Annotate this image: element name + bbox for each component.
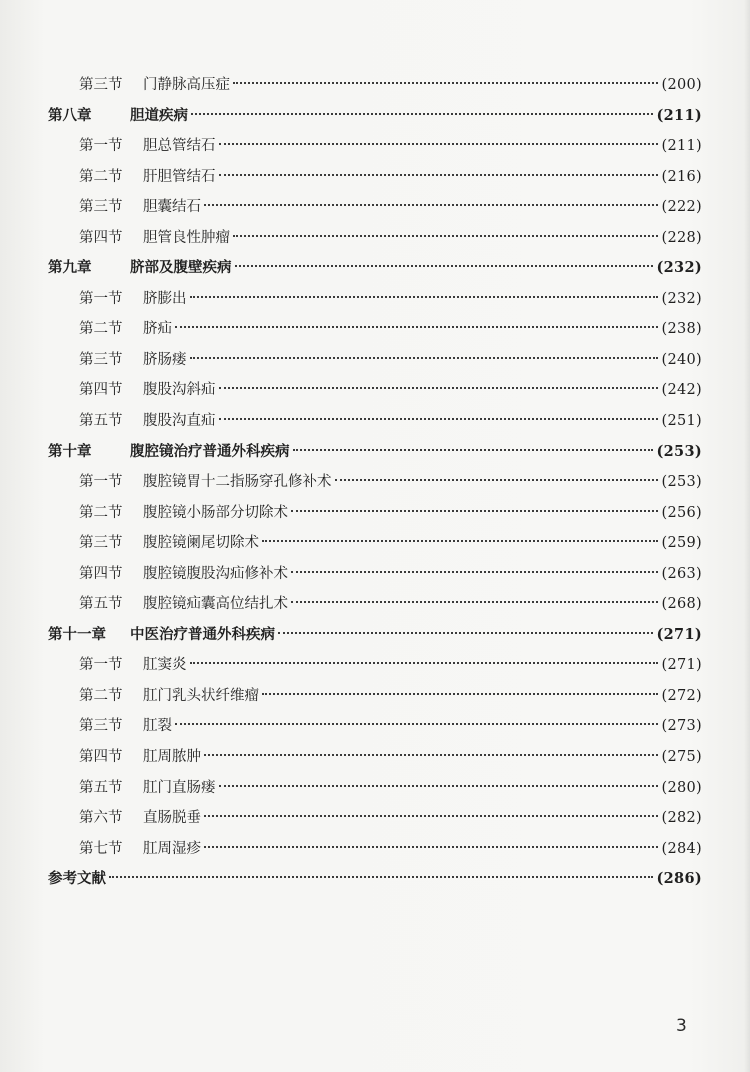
toc-section-entry <box>48 406 702 437</box>
toc-entry-number: 第十章 <box>48 442 92 460</box>
toc-entry-title: 直肠脱垂 <box>143 810 201 827</box>
toc-section-entry <box>48 711 702 742</box>
dot-leader <box>262 693 658 695</box>
toc-entry-number: 第一节 <box>79 138 123 155</box>
toc-section-entry <box>48 192 702 223</box>
toc-entry-title: 腹腔镜疝囊高位结扎术 <box>143 596 288 613</box>
toc-entry-title: 腹腔镜阑尾切除术 <box>143 535 259 552</box>
toc-section-entry <box>48 742 702 773</box>
dot-leader <box>219 387 658 389</box>
dot-leader <box>204 754 658 756</box>
dot-leader <box>175 723 658 725</box>
toc-section-entry <box>48 589 702 620</box>
dot-leader <box>233 235 658 237</box>
toc-entry-label <box>79 589 288 620</box>
toc-entry-number: 第三节 <box>79 718 123 735</box>
toc-chapter-entry <box>48 620 702 651</box>
toc-entry-title: 胆管良性肿瘤 <box>143 229 230 246</box>
toc-entry-page: (242) <box>661 382 702 399</box>
toc-section-entry <box>48 345 702 376</box>
dot-leader <box>291 510 658 512</box>
toc-entry-number: 第一节 <box>79 290 123 307</box>
toc-entry-label <box>79 650 187 681</box>
dot-leader <box>219 143 658 145</box>
toc-entry-title: 胆道疾病 <box>130 106 188 124</box>
toc-entry-title: 肛周脓肿 <box>143 749 201 766</box>
toc-entry-label <box>79 773 216 804</box>
toc-entry-label <box>79 467 332 498</box>
toc-entry-number: 第一节 <box>79 474 123 491</box>
toc-entry-title: 肛门直肠瘘 <box>143 779 216 796</box>
toc-entry-page: (211) <box>661 138 702 155</box>
dot-leader <box>235 265 653 267</box>
toc-entry-page: (253) <box>661 474 702 491</box>
dot-leader <box>190 357 658 359</box>
toc-section-entry <box>48 773 702 804</box>
toc-entry-page: (282) <box>661 810 702 827</box>
toc-entry-label <box>79 742 201 773</box>
toc-entry-number: 第六节 <box>79 810 123 827</box>
toc-entry-page: (280) <box>661 779 702 796</box>
toc-entry-title: 肛门乳头状纤维瘤 <box>143 687 259 704</box>
toc-entry-label <box>79 284 187 315</box>
toc-entry-number: 第五节 <box>79 413 123 430</box>
toc-entry-title: 腹腔镜小肠部分切除术 <box>143 504 288 521</box>
toc-entry-title: 腹腔镜腹股沟疝修补术 <box>143 565 288 582</box>
toc-entry-title: 肛窦炎 <box>143 657 187 674</box>
dot-leader <box>204 846 658 848</box>
toc-entry-title: 腹腔镜治疗普通外科疾病 <box>130 442 290 460</box>
toc-section-entry <box>48 650 702 681</box>
toc-entry-title: 胆囊结石 <box>143 199 201 216</box>
toc-entry-page: (232) <box>661 290 702 307</box>
toc-entry-number: 第二节 <box>79 168 123 185</box>
toc-entry-number: 第一节 <box>79 657 123 674</box>
toc-entry-label <box>79 162 216 193</box>
toc-section-entry <box>48 131 702 162</box>
dot-leader <box>278 632 653 634</box>
toc-entry-title: 脐部及腹壁疾病 <box>130 259 232 277</box>
dot-leader <box>233 82 658 84</box>
dot-leader <box>293 449 653 451</box>
toc-entry-title: 肛周湿疹 <box>143 840 201 857</box>
toc-entry-page: (284) <box>661 840 702 857</box>
toc-entry-number: 第二节 <box>79 687 123 704</box>
toc-entry-page: (263) <box>661 565 702 582</box>
toc-entry-number: 第四节 <box>79 749 123 766</box>
toc-entry-title: 腹股沟直疝 <box>143 413 216 430</box>
dot-leader <box>219 418 658 420</box>
toc-entry-number: 第二节 <box>79 504 123 521</box>
toc-entry-number: 第七节 <box>79 840 123 857</box>
dot-leader <box>219 785 658 787</box>
toc-section-entry <box>48 498 702 529</box>
toc-entry-page: (253) <box>656 442 702 460</box>
toc-entry-number: 第五节 <box>79 596 123 613</box>
toc-entry-page: (259) <box>661 535 702 552</box>
toc-entry-title: 胆总管结石 <box>143 138 216 155</box>
toc-section-entry <box>48 162 702 193</box>
toc-section-entry <box>48 834 702 865</box>
toc-entry-title: 脐膨出 <box>143 290 187 307</box>
toc-entry-title: 腹股沟斜疝 <box>143 382 216 399</box>
toc-entry-page: (268) <box>661 596 702 613</box>
toc-section-entry <box>48 70 702 101</box>
toc-entry-page: (216) <box>661 168 702 185</box>
toc-entry-page: (232) <box>656 259 702 277</box>
toc-section-entry <box>48 375 702 406</box>
toc-section-entry <box>48 681 702 712</box>
toc-entry-page: (256) <box>661 504 702 521</box>
toc-section-entry <box>48 284 702 315</box>
toc-entry-number: 第四节 <box>79 565 123 582</box>
toc-entry-page: (271) <box>661 657 702 674</box>
dot-leader <box>204 204 658 206</box>
toc-entry-title: 门静脉高压症 <box>143 77 230 93</box>
toc-entry-label <box>79 406 216 437</box>
toc-section-entry <box>48 559 702 590</box>
toc-entry-title: 腹腔镜胃十二指肠穿孔修补术 <box>143 474 332 491</box>
toc-entry-title: 脐肠瘘 <box>143 351 187 368</box>
toc-entry-page: (240) <box>661 351 702 368</box>
toc-entry-label <box>79 192 201 223</box>
toc-chapter-entry <box>48 101 702 132</box>
toc-entry-label <box>79 681 259 712</box>
toc-entry-number: 第十一章 <box>48 625 106 643</box>
toc-entry-page: (251) <box>661 413 702 430</box>
dot-leader <box>190 296 658 298</box>
toc-entry-number: 第三节 <box>79 535 123 552</box>
toc-entry-label <box>79 70 230 101</box>
toc-entry-page: (272) <box>661 687 702 704</box>
toc-entry-title: 肝胆管结石 <box>143 168 216 185</box>
toc-entry-number: 第三节 <box>79 77 123 93</box>
toc-entry-number: 第四节 <box>79 382 123 399</box>
toc-entry-number: 第九章 <box>48 259 92 277</box>
toc-entry-number: 第三节 <box>79 351 123 368</box>
dot-leader <box>291 601 658 603</box>
dot-leader <box>204 815 658 817</box>
toc-entry-page: (271) <box>656 625 702 643</box>
toc-entry-label <box>79 375 216 406</box>
toc-entry-label <box>79 528 259 559</box>
dot-leader <box>175 326 658 328</box>
toc-section-entry <box>48 528 702 559</box>
toc-entry-label <box>79 711 172 742</box>
dot-leader <box>335 479 658 481</box>
toc-entry-page: (275) <box>661 749 702 766</box>
toc-entry-label <box>48 101 188 132</box>
dot-leader <box>262 540 658 542</box>
toc-entry-title: 中医治疗普通外科疾病 <box>130 625 275 643</box>
toc-entry-label <box>79 314 172 345</box>
page-edge-shadow <box>744 0 750 1072</box>
toc-entry-label <box>79 131 216 162</box>
toc-entry-number: 第四节 <box>79 229 123 246</box>
table-of-contents <box>48 70 702 895</box>
toc-entry-label <box>48 253 232 284</box>
toc-chapter-entry <box>48 437 702 468</box>
toc-section-entry <box>48 803 702 834</box>
toc-entry-label <box>48 437 290 468</box>
dot-leader <box>291 571 658 573</box>
toc-entry-label <box>79 559 288 590</box>
toc-chapter-entry <box>48 253 702 284</box>
toc-entry-label <box>79 803 201 834</box>
toc-entry-page: (238) <box>661 321 702 338</box>
toc-entry-label <box>48 864 106 895</box>
dot-leader <box>190 662 658 664</box>
dot-leader <box>109 876 653 878</box>
toc-entry-label <box>79 498 288 529</box>
toc-section-entry <box>48 314 702 345</box>
toc-entry-label <box>79 834 201 865</box>
toc-entry-title: 参考文献 <box>48 870 106 888</box>
toc-entry-number: 第五节 <box>79 779 123 796</box>
toc-entry-number: 第三节 <box>79 199 123 216</box>
toc-entry-title: 脐疝 <box>143 321 172 338</box>
toc-section-entry <box>48 223 702 254</box>
dot-leader <box>219 174 658 176</box>
toc-entry-label <box>48 620 275 651</box>
toc-entry-label <box>79 223 230 254</box>
toc-section-entry <box>48 467 702 498</box>
toc-entry-page: (211) <box>656 106 702 124</box>
toc-entry-number: 第八章 <box>48 106 92 124</box>
page-number: 3 <box>676 1016 687 1036</box>
toc-entry-title: 肛裂 <box>143 718 172 735</box>
toc-entry-page: (286) <box>656 870 702 888</box>
toc-entry-label <box>79 345 187 376</box>
toc-entry-page: (222) <box>661 199 702 216</box>
toc-chapter-entry <box>48 864 702 895</box>
toc-entry-number: 第二节 <box>79 321 123 338</box>
dot-leader <box>191 113 653 115</box>
toc-entry-page: (200) <box>661 77 702 93</box>
toc-entry-page: (228) <box>661 229 702 246</box>
toc-entry-page: (273) <box>661 718 702 735</box>
